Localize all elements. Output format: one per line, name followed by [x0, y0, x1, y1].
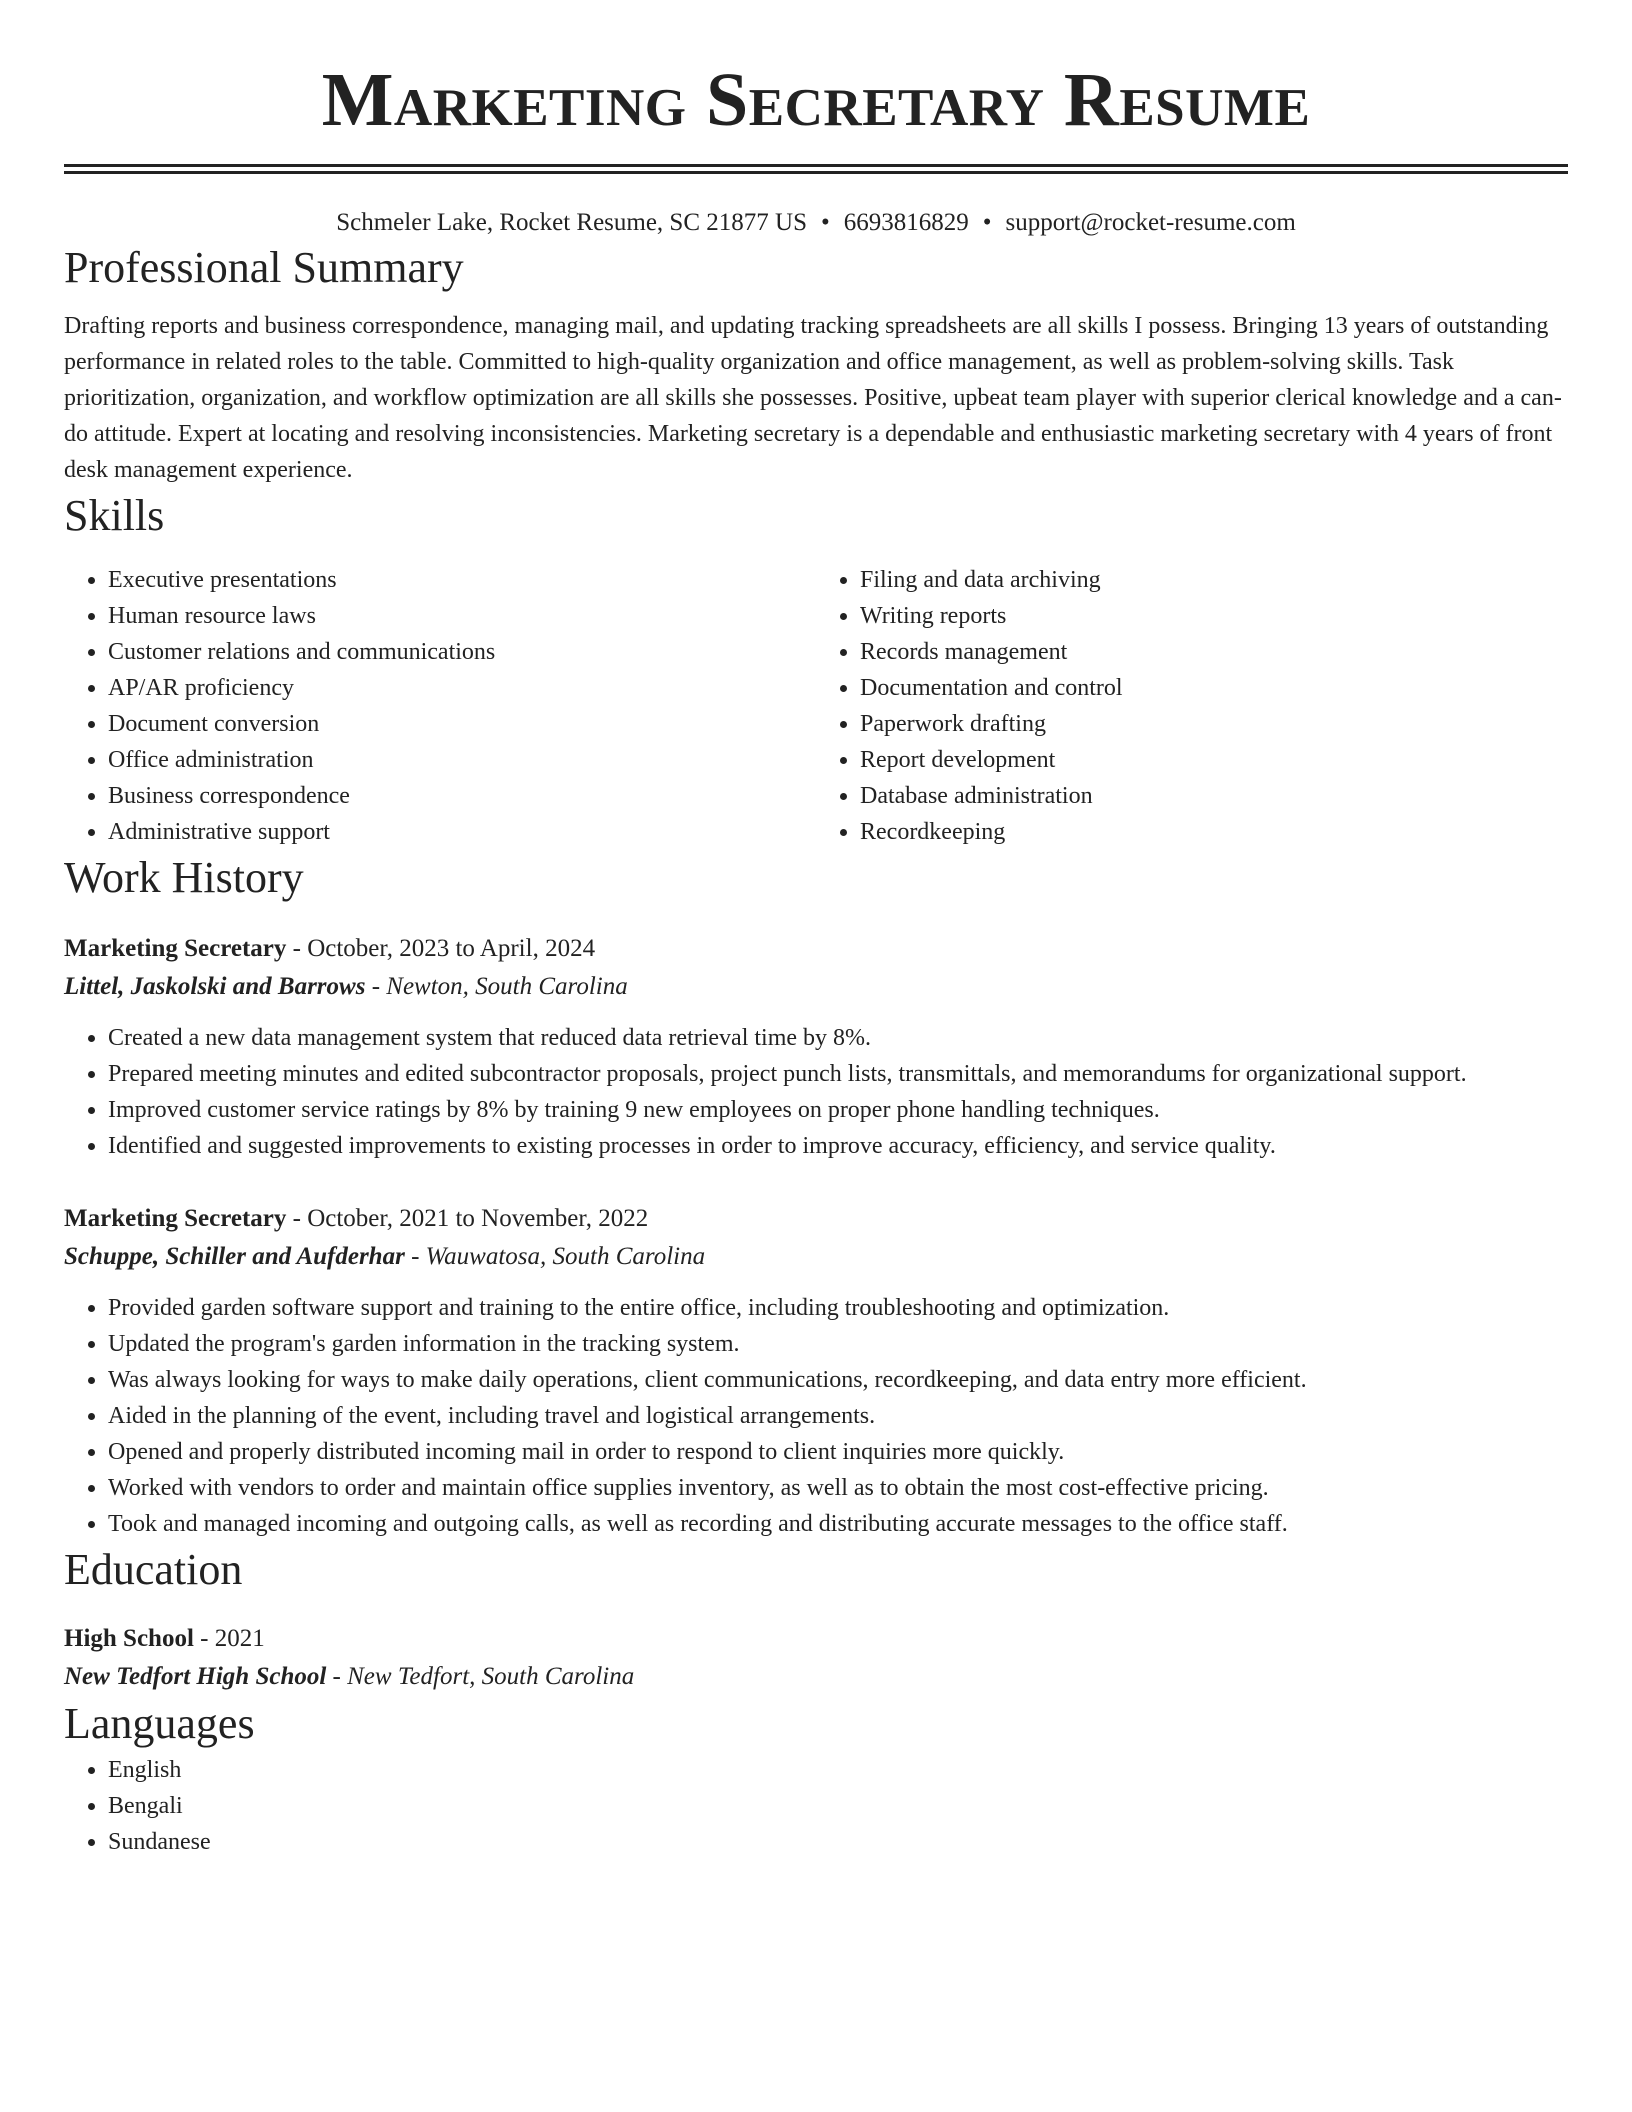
contact-email: support@rocket-resume.com: [1005, 209, 1296, 236]
job-duties: [64, 1290, 1568, 1542]
skills-columns: [64, 562, 1568, 850]
company-name: Littel, Jaskolski and Barrows: [64, 973, 366, 1000]
skills-list-right: [816, 562, 1568, 850]
company-location: - Newton, South Carolina: [365, 973, 628, 1000]
summary-heading: Professional Summary: [64, 243, 464, 292]
skill-item: • Administrative support: [108, 814, 816, 850]
skill-item: • Human resource laws: [108, 598, 816, 634]
job-duties: [64, 1020, 1568, 1164]
graduation-year: - 2021: [193, 1625, 265, 1652]
language-item: • Sundanese: [108, 1824, 1568, 1860]
duty-item: • Provided garden software support and training to the entire office, including troubleshooting and optimization.: [108, 1290, 1568, 1326]
skill-item: • AP/AR proficiency: [108, 670, 816, 706]
language-item: • Bengali: [108, 1788, 1568, 1824]
duty-item: • Took and managed incoming and outgoing calls, as well as recording and distributing accurate messages to the office staff.: [108, 1506, 1568, 1542]
page-title: Marketing Secretary Resume: [321, 58, 1311, 142]
company-name: Schuppe, Schiller and Aufderhar: [64, 1243, 405, 1270]
duty-item: • Was always looking for ways to make daily operations, client communications, recordkeeping, and data entry more efficient.: [108, 1362, 1568, 1398]
language-item: • English: [108, 1752, 1568, 1788]
duty-item: • Opened and properly distributed incoming mail in order to respond to client inquiries more quickly.: [108, 1434, 1568, 1470]
duty-item: • Updated the program's garden information in the tracking system.: [108, 1326, 1568, 1362]
skill-item: • Customer relations and communications: [108, 634, 816, 670]
skill-item: • Executive presentations: [108, 562, 816, 598]
skills-heading: Skills: [64, 491, 165, 540]
duty-item: • Created a new data management system that reduced data retrieval time by 8%.: [108, 1020, 1568, 1056]
duty-item: • Prepared meeting minutes and edited subcontractor proposals, project punch lists, transmittals, and memorandums for organizational support.: [108, 1056, 1568, 1092]
skill-item: • Paperwork drafting: [860, 706, 1568, 742]
contact-separator: •: [982, 209, 992, 236]
job-title: Marketing Secretary: [64, 935, 287, 962]
company-line: [64, 1238, 1568, 1276]
skill-item: • Documentation and control: [860, 670, 1568, 706]
skill-item: • Database administration: [860, 778, 1568, 814]
languages-heading: Languages: [64, 1699, 255, 1748]
education-entry: [64, 1620, 1568, 1696]
duty-item: • Identified and suggested improvements to existing processes in order to improve accuracy, efficiency, and service quality.: [108, 1128, 1568, 1164]
contact-phone: 6693816829: [843, 209, 969, 236]
contact-line: [64, 206, 1568, 240]
work-history-heading: Work History: [64, 853, 304, 902]
duty-item: • Aided in the planning of the event, including travel and logistical arrangements.: [108, 1398, 1568, 1434]
school-name: New Tedfort High School: [64, 1663, 327, 1690]
job-dates: - October, 2021 to November, 2022: [286, 1205, 649, 1232]
company-line: [64, 968, 1568, 1006]
skill-item: • Recordkeeping: [860, 814, 1568, 850]
skill-item: • Office administration: [108, 742, 816, 778]
job-dates: - October, 2023 to April, 2024: [286, 935, 596, 962]
job-entry: [64, 930, 1568, 1164]
education-heading: Education: [64, 1545, 243, 1594]
duty-item: • Improved customer service ratings by 8% by training 9 new employees on proper phone handling techniques.: [108, 1092, 1568, 1128]
skill-item: • Report development: [860, 742, 1568, 778]
degree-line: [64, 1620, 1568, 1658]
job-title: Marketing Secretary: [64, 1205, 287, 1232]
job-title-line: [64, 930, 1568, 968]
degree: High School: [64, 1625, 194, 1652]
skill-item: • Writing reports: [860, 598, 1568, 634]
skill-item: • Document conversion: [108, 706, 816, 742]
company-location: - Wauwatosa, South Carolina: [404, 1243, 706, 1270]
contact-address: Schmeler Lake, Rocket Resume, SC 21877 US: [336, 209, 807, 236]
job-entry: [64, 1200, 1568, 1542]
skill-item: • Records management: [860, 634, 1568, 670]
duty-item: • Worked with vendors to order and maintain office supplies inventory, as well as to obtain the most cost-effective pricing.: [108, 1470, 1568, 1506]
contact-separator: •: [820, 209, 830, 236]
skill-item: • Business correspondence: [108, 778, 816, 814]
title-divider: [64, 164, 1568, 174]
languages-list: [64, 1752, 1568, 1860]
school-location: - New Tedfort, South Carolina: [326, 1663, 635, 1690]
skill-item: • Filing and data archiving: [860, 562, 1568, 598]
skills-list-left: [64, 562, 816, 850]
school-line: [64, 1658, 1568, 1696]
summary-text: Drafting reports and business correspondence, managing mail, and updating tracking spreadsheets are all skills I possess. Bringing 13 years of outstanding performance in related roles to the table. Committed to high-quality organization and office management, as well as problem-solving skills. Task prioritization, organization, and workflow optimization are all skills she possesses. Positive, upbeat team player with superior clerical knowledge and a can-do attitude. Expert at locating and resolving inconsistencies. Marketing secretary is a dependable and enthusiastic marketing secretary with 4 years of front desk management experience.: [64, 313, 1562, 483]
job-title-line: [64, 1200, 1568, 1238]
